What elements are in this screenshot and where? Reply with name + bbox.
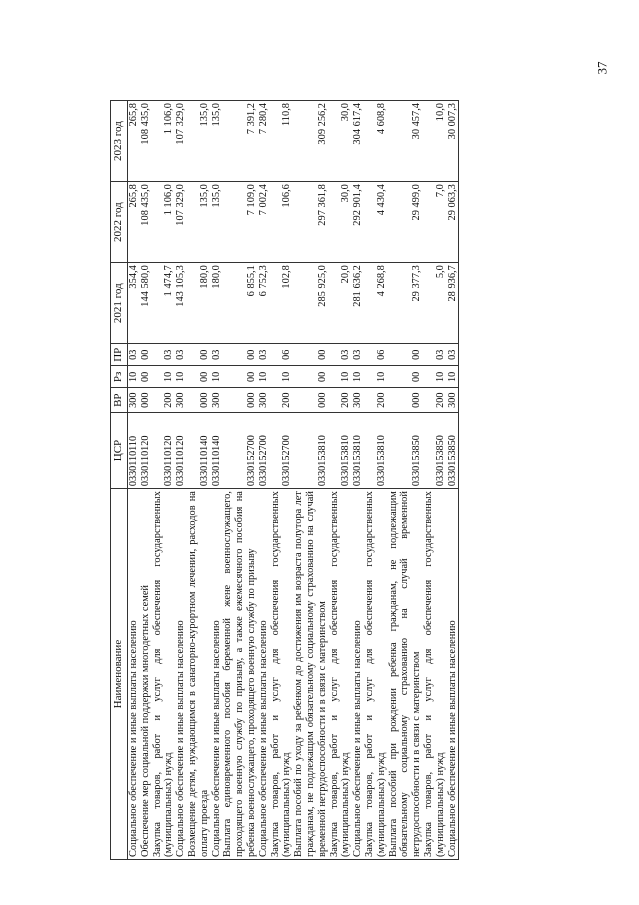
header-2021: 2021 год: [111, 263, 128, 344]
row-vr: 300: [447, 388, 459, 413]
row-2023: 110,8: [270, 101, 294, 182]
rotated-table-container: [110, 100, 620, 860]
row-pr: 00: [293, 344, 328, 366]
row-rz: 10: [329, 366, 353, 388]
row-name: Обеспечение мер социальной поддержки многодетных семей: [140, 489, 152, 860]
row-rz: 10: [270, 366, 294, 388]
row-csr: 0330153810: [293, 412, 328, 488]
row-csr: 0330153850: [423, 412, 447, 488]
table-row: [211, 101, 223, 860]
table-row: [128, 101, 140, 860]
row-2022: 30,0: [329, 182, 353, 263]
row-name: Социальное обеспечение и иные выплаты населению: [352, 489, 364, 860]
table-row: [140, 101, 152, 860]
row-rz: 00: [187, 366, 211, 388]
table-header-row: [111, 101, 128, 860]
row-2023: 304 617,4: [352, 101, 364, 182]
row-2021: 6 752,3: [258, 263, 270, 344]
row-pr: 03: [423, 344, 447, 366]
row-pr: 06: [364, 344, 388, 366]
row-csr: 0330153810: [329, 412, 353, 488]
row-pr: 06: [270, 344, 294, 366]
row-vr: 000: [140, 388, 152, 413]
row-2023: 30,0: [329, 101, 353, 182]
row-rz: 10: [447, 366, 459, 388]
table-row: [388, 101, 423, 860]
row-2021: 6 855,1: [222, 263, 257, 344]
row-name: Закупка товаров, работ и услуг для обеспечения государственных (муниципальных) нужд: [423, 489, 447, 860]
row-2023: 30 007,3: [447, 101, 459, 182]
table-row: [293, 101, 328, 860]
row-2023: 135,0: [187, 101, 211, 182]
row-csr: 0330110120: [175, 412, 187, 488]
row-rz: 10: [152, 366, 176, 388]
row-name: Закупка товаров, работ и услуг для обеспечения государственных (муниципальных) нужд: [329, 489, 353, 860]
row-2022: 7 002,4: [258, 182, 270, 263]
table-row: [364, 101, 388, 860]
row-name: Социальное обеспечение и иные выплаты населению: [258, 489, 270, 860]
row-vr: 300: [211, 388, 223, 413]
row-rz: 10: [364, 366, 388, 388]
row-rz: 00: [222, 366, 257, 388]
header-name: Наименование: [111, 489, 128, 860]
row-vr: 200: [423, 388, 447, 413]
row-csr: 0330110140: [187, 412, 211, 488]
table-row: [187, 101, 211, 860]
row-2022: 7 109,0: [222, 182, 257, 263]
row-pr: 03: [258, 344, 270, 366]
row-2023: 4 608,8: [364, 101, 388, 182]
row-2021: 20,0: [329, 263, 353, 344]
row-pr: 00: [388, 344, 423, 366]
row-vr: 000: [293, 388, 328, 413]
row-csr: 0330110110: [128, 412, 140, 488]
row-csr: 0330152700: [222, 412, 257, 488]
row-csr: 0330153810: [352, 412, 364, 488]
row-rz: 10: [352, 366, 364, 388]
row-2022: 292 901,4: [352, 182, 364, 263]
row-name: Закупка товаров, работ и услуг для обеспечения государственных (муниципальных) нужд: [270, 489, 294, 860]
row-vr: 300: [128, 388, 140, 413]
row-2023: 135,0: [211, 101, 223, 182]
budget-table: [110, 100, 459, 860]
row-2021: 180,0: [211, 263, 223, 344]
header-vr: ВР: [111, 388, 128, 413]
row-pr: 00: [140, 344, 152, 366]
row-rz: 10: [175, 366, 187, 388]
row-2022: 297 361,8: [293, 182, 328, 263]
row-2021: 143 105,3: [175, 263, 187, 344]
row-2022: 135,0: [187, 182, 211, 263]
row-vr: 300: [352, 388, 364, 413]
row-2023: 7 280,4: [258, 101, 270, 182]
row-2022: 4 430,4: [364, 182, 388, 263]
row-name: Социальное обеспечение и иные выплаты населению: [175, 489, 187, 860]
row-name: Выплата пособий по уходу за ребенком до достижения им возраста полутора лет гражданам, не подлежащим обязательному социальному страхованию на случай временной нетрудоспособности и в связи с материнством: [293, 489, 328, 860]
header-pr: ПР: [111, 344, 128, 366]
row-2021: 144 580,0: [140, 263, 152, 344]
table-row: [222, 101, 257, 860]
row-2021: 281 636,2: [352, 263, 364, 344]
row-2022: 135,0: [211, 182, 223, 263]
row-pr: 03: [175, 344, 187, 366]
row-pr: 00: [187, 344, 211, 366]
row-name: Социальное обеспечение и иные выплаты населению: [447, 489, 459, 860]
header-csr: ЦСР: [111, 412, 128, 488]
row-2021: 102,8: [270, 263, 294, 344]
row-2023: 107 329,0: [175, 101, 187, 182]
row-pr: 00: [222, 344, 257, 366]
row-vr: 300: [258, 388, 270, 413]
row-vr: 300: [175, 388, 187, 413]
row-pr: 03: [329, 344, 353, 366]
row-pr: 03: [447, 344, 459, 366]
row-2021: 28 936,7: [447, 263, 459, 344]
row-name: Закупка товаров, работ и услуг для обеспечения государственных (муниципальных) нужд: [364, 489, 388, 860]
row-rz: 10: [258, 366, 270, 388]
row-name: Выплата пособий при рождении ребенка гражданам, не подлежащим обязательному социальному страхованию на случай временной нетрудоспособности и в связи с материнством: [388, 489, 423, 860]
table-row: [258, 101, 270, 860]
row-name: Выплата единовременного пособия беременной жене военнослужащего, проходящего военную службу по призыву, а также ежемесячного пособия на ребенка военнослужащего, проходящего военную службу по призыву: [222, 489, 257, 860]
row-rz: 10: [423, 366, 447, 388]
row-csr: 0330153850: [388, 412, 423, 488]
row-csr: 0330153850: [447, 412, 459, 488]
row-csr: 0330110120: [140, 412, 152, 488]
header-2023: 2023 год: [111, 101, 128, 182]
row-2023: 10,0: [423, 101, 447, 182]
row-rz: 00: [293, 366, 328, 388]
row-vr: 200: [270, 388, 294, 413]
row-pr: 03: [128, 344, 140, 366]
row-csr: 0330110120: [152, 412, 176, 488]
row-2022: 7,0: [423, 182, 447, 263]
row-csr: 0330153810: [364, 412, 388, 488]
row-2021: 1 474,7: [152, 263, 176, 344]
header-2022: 2022 год: [111, 182, 128, 263]
row-2021: 285 925,0: [293, 263, 328, 344]
row-2023: 30 457,4: [388, 101, 423, 182]
row-2023: 7 391,2: [222, 101, 257, 182]
row-2023: 1 106,0: [152, 101, 176, 182]
table-row: [447, 101, 459, 860]
row-pr: 03: [352, 344, 364, 366]
row-2021: 180,0: [187, 263, 211, 344]
row-name: Социальное обеспечение и иные выплаты населению: [128, 489, 140, 860]
row-rz: 00: [140, 366, 152, 388]
row-pr: 03: [211, 344, 223, 366]
page-number: 37: [594, 61, 610, 75]
row-vr: 200: [152, 388, 176, 413]
row-vr: 000: [222, 388, 257, 413]
row-name: Социальное обеспечение и иные выплаты населению: [211, 489, 223, 860]
row-2022: 106,6: [270, 182, 294, 263]
row-csr: 0330152700: [270, 412, 294, 488]
row-2021: 29 377,3: [388, 263, 423, 344]
row-vr: 000: [388, 388, 423, 413]
row-rz: 10: [211, 366, 223, 388]
row-pr: 03: [152, 344, 176, 366]
table-row: [329, 101, 353, 860]
row-2023: 108 435,0: [140, 101, 152, 182]
row-name: Возмещение детям, нуждающимся в санаторно-курортном лечении, расходов на оплату проезда: [187, 489, 211, 860]
table-row: [352, 101, 364, 860]
row-2021: 4 268,8: [364, 263, 388, 344]
row-rz: 00: [388, 366, 423, 388]
row-2022: 108 435,0: [140, 182, 152, 263]
row-vr: 200: [364, 388, 388, 413]
row-rz: 10: [128, 366, 140, 388]
row-2022: 29 499,0: [388, 182, 423, 263]
row-name: Закупка товаров, работ и услуг для обеспечения государственных (муниципальных) нужд: [152, 489, 176, 860]
row-csr: 0330110140: [211, 412, 223, 488]
table-body: [128, 101, 459, 860]
row-csr: 0330152700: [258, 412, 270, 488]
row-2021: 5,0: [423, 263, 447, 344]
row-2022: 29 063,3: [447, 182, 459, 263]
row-2023: 309 256,2: [293, 101, 328, 182]
row-vr: 000: [187, 388, 211, 413]
row-2021: 354,4: [128, 263, 140, 344]
table-row: [423, 101, 447, 860]
row-vr: 200: [329, 388, 353, 413]
row-2022: 265,8: [128, 182, 140, 263]
row-2022: 107 329,0: [175, 182, 187, 263]
table-row: [270, 101, 294, 860]
header-rz: Рз: [111, 366, 128, 388]
row-2022: 1 106,0: [152, 182, 176, 263]
row-2023: 265,8: [128, 101, 140, 182]
table-row: [175, 101, 187, 860]
table-row: [152, 101, 176, 860]
